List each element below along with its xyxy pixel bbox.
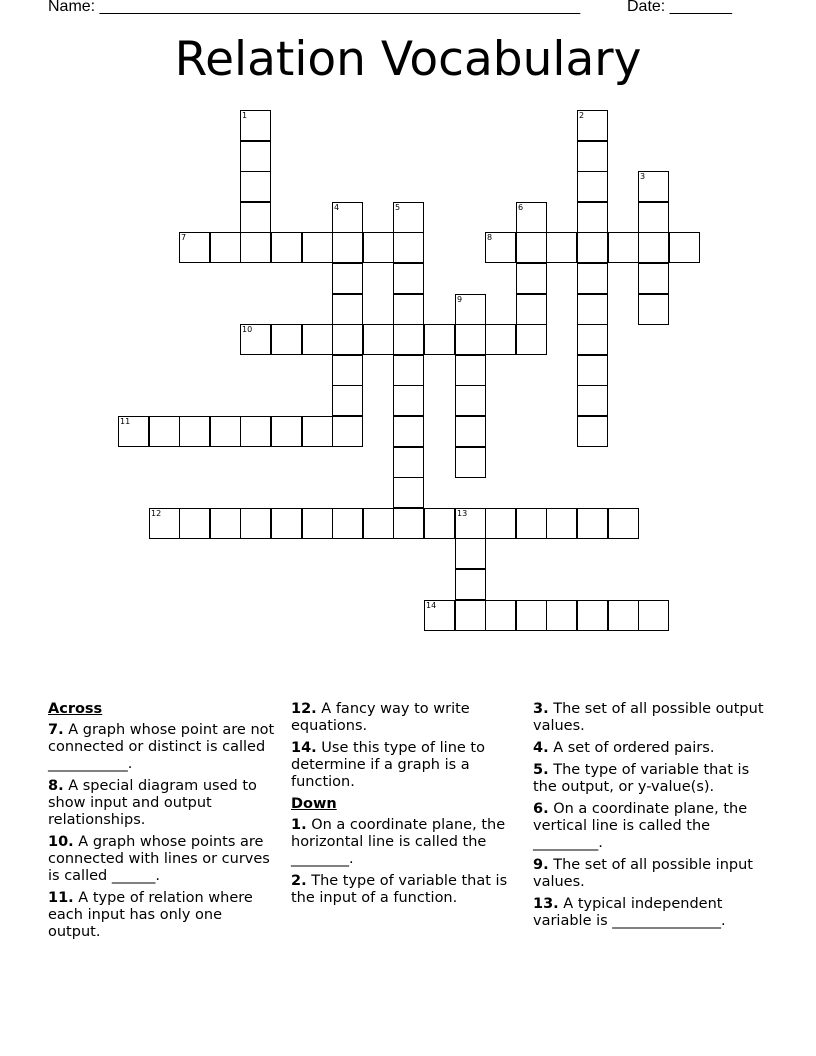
crossword-cell[interactable] [332, 294, 363, 325]
clue-text: A graph whose points are connected with lines or curves is called ______. [48, 834, 270, 884]
crossword-cell[interactable] [393, 355, 424, 386]
crossword-cell[interactable] [424, 508, 455, 539]
crossword-cell[interactable] [149, 416, 180, 447]
clue-text: A graph whose point are not connected or distinct is called ___________. [48, 722, 275, 772]
crossword-cell[interactable] [393, 416, 424, 447]
clue-item [48, 778, 278, 829]
crossword-cell[interactable] [210, 416, 241, 447]
crossword-cell[interactable] [149, 508, 180, 539]
clue-number: 8. [48, 778, 64, 794]
crossword-cell[interactable] [240, 171, 271, 202]
clue-number: 9. [533, 857, 549, 873]
clue-column-1 [48, 701, 278, 946]
clue-text: On a coordinate plane, the vertical line is called the _________. [533, 801, 748, 851]
crossword-cell[interactable] [332, 202, 363, 233]
cell-number: 5 [395, 203, 401, 212]
clue-number: 5. [533, 762, 549, 778]
crossword-cell[interactable] [302, 416, 333, 447]
clue-item [48, 722, 278, 773]
crossword-cell[interactable] [210, 232, 241, 263]
cell-number: 13 [457, 509, 468, 518]
crossword-cell[interactable] [271, 416, 302, 447]
crossword-cell[interactable] [485, 324, 516, 355]
clue-item [291, 740, 519, 791]
crossword-cell[interactable] [455, 538, 486, 569]
clue-column-3 [533, 701, 773, 935]
crossword-cell[interactable] [179, 508, 210, 539]
clue-number: 11. [48, 890, 74, 906]
crossword-cell[interactable] [516, 600, 547, 631]
clue-number: 6. [533, 801, 549, 817]
crossword-cell[interactable] [516, 294, 547, 325]
cell-number: 8 [487, 233, 493, 242]
crossword-cell[interactable] [240, 232, 271, 263]
crossword-cell[interactable] [363, 508, 394, 539]
crossword-cell[interactable] [577, 324, 608, 355]
crossword-cell[interactable] [332, 324, 363, 355]
clue-item [291, 817, 519, 868]
crossword-cell[interactable] [577, 202, 608, 233]
crossword-cell[interactable] [455, 355, 486, 386]
clue-item [533, 896, 773, 930]
clue-number: 12. [291, 701, 317, 717]
clue-heading-down: Down [291, 796, 337, 812]
crossword-cell[interactable] [638, 294, 669, 325]
clue-number: 10. [48, 834, 74, 850]
clue-text: The set of all possible input values. [533, 857, 753, 890]
crossword-cell[interactable] [638, 171, 669, 202]
crossword-cell[interactable] [118, 416, 149, 447]
crossword-cell[interactable] [393, 447, 424, 478]
clue-number: 14. [291, 740, 317, 756]
crossword-cell[interactable] [455, 600, 486, 631]
crossword-cell[interactable] [393, 294, 424, 325]
clue-number: 3. [533, 701, 549, 717]
page-title: Relation Vocabulary [174, 32, 642, 87]
crossword-cell[interactable] [546, 600, 577, 631]
crossword-cell[interactable] [393, 232, 424, 263]
clue-column-2 [291, 701, 519, 912]
clue-item [291, 873, 519, 907]
clue-number: 1. [291, 817, 307, 833]
crossword-cell[interactable] [393, 385, 424, 416]
crossword-cell[interactable] [424, 600, 455, 631]
clue-item [291, 701, 519, 735]
crossword-cell[interactable] [455, 294, 486, 325]
cell-number: 12 [151, 509, 162, 518]
crossword-cell[interactable] [455, 569, 486, 600]
crossword-cell[interactable] [516, 263, 547, 294]
crossword-cell[interactable] [302, 508, 333, 539]
crossword-cell[interactable] [240, 110, 271, 141]
crossword-cell[interactable] [271, 324, 302, 355]
crossword-cell[interactable] [240, 324, 271, 355]
crossword-cell[interactable] [577, 385, 608, 416]
clue-text: A typical independent variable is _______________. [533, 896, 726, 929]
crossword-cell[interactable] [577, 171, 608, 202]
date-field-line: Date: _______ [627, 0, 732, 15]
clue-item [48, 890, 278, 941]
crossword-cell[interactable] [332, 355, 363, 386]
clue-text: A fancy way to write equations. [291, 701, 470, 734]
cell-number: 9 [457, 295, 463, 304]
crossword-cell[interactable] [516, 232, 547, 263]
crossword-cell[interactable] [393, 477, 424, 508]
clue-text: The type of variable that is the input of a function. [291, 873, 508, 906]
crossword-cell[interactable] [516, 202, 547, 233]
clue-text: The set of all possible output values. [533, 701, 764, 734]
cell-number: 6 [518, 203, 524, 212]
crossword-cell[interactable] [240, 141, 271, 172]
crossword-cell[interactable] [393, 508, 424, 539]
clue-item [533, 801, 773, 852]
clue-item [533, 762, 773, 796]
clue-text: The type of variable that is the output, or y-value(s). [533, 762, 750, 795]
crossword-cell[interactable] [302, 232, 333, 263]
crossword-cell[interactable] [240, 508, 271, 539]
cell-number: 7 [181, 233, 187, 242]
crossword-cell[interactable] [669, 232, 700, 263]
crossword-cell[interactable] [638, 232, 669, 263]
crossword-cell[interactable] [393, 202, 424, 233]
crossword-cell[interactable] [455, 416, 486, 447]
cell-number: 3 [640, 172, 646, 181]
crossword-cell[interactable] [363, 232, 394, 263]
crossword-cell[interactable] [210, 508, 241, 539]
clue-item [533, 857, 773, 891]
crossword-cell[interactable] [608, 508, 639, 539]
crossword-cell[interactable] [332, 416, 363, 447]
crossword-cell[interactable] [516, 508, 547, 539]
clue-text: A type of relation where each input has only one output. [48, 890, 253, 940]
crossword-cell[interactable] [577, 263, 608, 294]
crossword-cell[interactable] [271, 232, 302, 263]
crossword-cell[interactable] [608, 600, 639, 631]
crossword-cell[interactable] [577, 508, 608, 539]
crossword-cell[interactable] [455, 324, 486, 355]
clue-item [533, 740, 773, 757]
crossword-cell[interactable] [332, 385, 363, 416]
name-field-line: Name: ______________________________________________________ [48, 0, 581, 15]
crossword-cell[interactable] [638, 202, 669, 233]
clue-number: 2. [291, 873, 307, 889]
crossword-cell[interactable] [485, 508, 516, 539]
crossword-cell[interactable] [393, 324, 424, 355]
crossword-cell[interactable] [455, 508, 486, 539]
cell-number: 10 [242, 325, 253, 334]
crossword-cell[interactable] [638, 600, 669, 631]
crossword-cell[interactable] [577, 294, 608, 325]
clue-text: Use this type of line to determine if a graph is a function. [291, 740, 485, 790]
crossword-cell[interactable] [455, 385, 486, 416]
crossword-cell[interactable] [577, 110, 608, 141]
cell-number: 11 [120, 417, 131, 426]
crossword-cell[interactable] [302, 324, 333, 355]
crossword-cell[interactable] [608, 232, 639, 263]
crossword-cell[interactable] [577, 141, 608, 172]
crossword-cell[interactable] [485, 232, 516, 263]
clue-text: On a coordinate plane, the horizontal line is called the ________. [291, 817, 506, 867]
clue-heading-across: Across [48, 701, 103, 717]
clue-number: 4. [533, 740, 549, 756]
crossword-cell[interactable] [546, 508, 577, 539]
crossword-cell[interactable] [332, 508, 363, 539]
crossword-cell[interactable] [393, 263, 424, 294]
crossword-cell[interactable] [240, 202, 271, 233]
cell-number: 4 [334, 203, 340, 212]
clue-text: A set of ordered pairs. [553, 740, 715, 756]
clue-number: 13. [533, 896, 559, 912]
crossword-cell[interactable] [546, 232, 577, 263]
crossword-cell[interactable] [577, 600, 608, 631]
cell-number: 14 [426, 601, 437, 610]
crossword-cell[interactable] [179, 416, 210, 447]
crossword-cell[interactable] [577, 355, 608, 386]
crossword-cell[interactable] [332, 263, 363, 294]
crossword-cell[interactable] [240, 416, 271, 447]
clue-item [48, 834, 278, 885]
crossword-cell[interactable] [638, 263, 669, 294]
crossword-cell[interactable] [577, 416, 608, 447]
crossword-cell[interactable] [485, 600, 516, 631]
clue-number: 7. [48, 722, 64, 738]
crossword-cell[interactable] [271, 508, 302, 539]
crossword-cell[interactable] [577, 232, 608, 263]
cell-number: 1 [242, 111, 248, 120]
cell-number: 2 [579, 111, 585, 120]
crossword-cell[interactable] [424, 324, 455, 355]
clue-text: A special diagram used to show input and output relationships. [48, 778, 257, 828]
clue-item [533, 701, 773, 735]
crossword-cell[interactable] [363, 324, 394, 355]
crossword-cell[interactable] [332, 232, 363, 263]
crossword-cell[interactable] [179, 232, 210, 263]
crossword-cell[interactable] [455, 447, 486, 478]
crossword-cell[interactable] [516, 324, 547, 355]
